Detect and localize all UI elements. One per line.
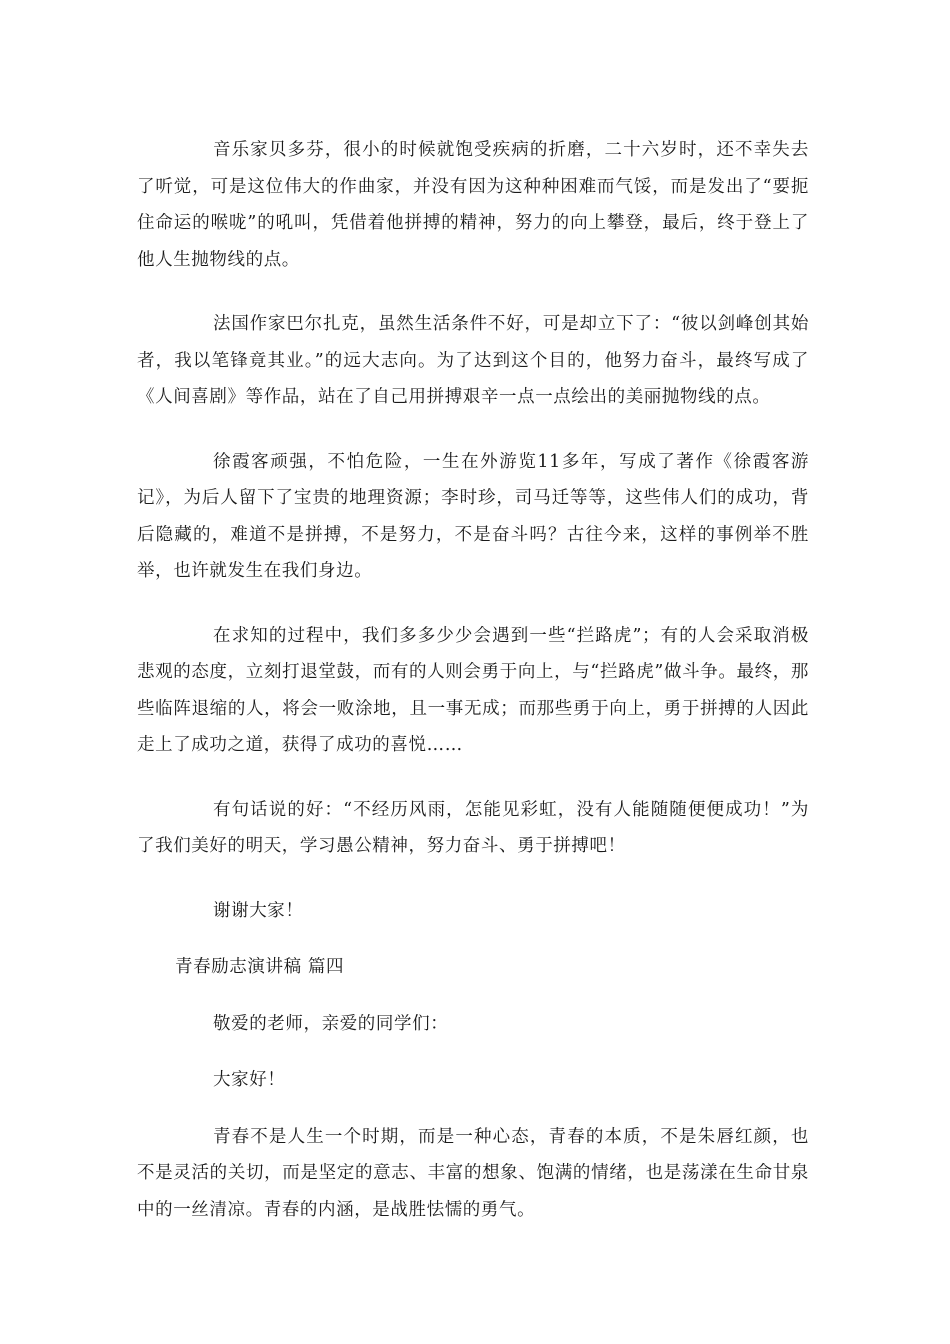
paragraph-xu-xiake: 徐霞客顽强，不怕危险，一生在外游览11多年，写成了著作《徐霞客游记》，为后人留下了宝贵的地理资源；李时珍，司马迁等等，这些伟人们的成功，背后隐藏的，难道不是拼搏，不是努力，不是奋斗吗？古往今来，这样的事例举不胜举，也许就发生在我们身边。 <box>137 451 809 581</box>
document-body <box>137 132 809 1256</box>
thanks-line: 谢谢大家！ <box>213 900 304 921</box>
paragraph-obstacles: 在求知的过程中，我们多多少少会遇到一些“拦路虎”；有的人会采取消极悲观的态度，立刻打退堂鼓，而有的人则会勇于向上，与“拦路虎”做斗争。最终，那些临阵退缩的人，将会一败涂地，且一事无成；而那些勇于向上，勇于拼搏的人因此走上了成功之道，获得了成功的喜悦…… <box>137 625 809 755</box>
hello-line: 大家好！ <box>213 1070 286 1090</box>
greeting-line: 敬爱的老师，亲爱的同学们： <box>213 1013 449 1034</box>
paragraph-beethoven: 音乐家贝多芬，很小的时候就饱受疾病的折磨，二十六岁时，还不幸失去了听觉，可是这位伟大的作曲家，并没有因为这种种困难而气馁，而是发出了“要扼住命运的喉咙”的吼叫，凭借着他拼搏的精神，努力的向上攀登，最后，终于登上了他人生抛物线的点。 <box>137 140 809 270</box>
paragraph-balzac: 法国作家巴尔扎克，虽然生活条件不好，可是却立下了：“彼以剑峰创其始者，我以笔锋竟其业。”的远大志向。为了达到这个目的，他努力奋斗，最终写成了《人间喜剧》等作品，站在了自己用拼搏艰辛一点一点绘出的美丽抛物线的点。 <box>137 314 809 407</box>
paragraph-youth: 青春不是人生一个时期，而是一种心态，青春的本质，不是朱唇红颜，也不是灵活的关切，而是坚定的意志、丰富的想象、饱满的情绪，也是荡漾在生命甘泉中的一丝清凉。青春的内涵，是战胜怯懦的勇气。 <box>137 1126 809 1220</box>
section-heading: 青春励志演讲稿 篇四 <box>175 957 345 977</box>
paragraph-rainbow-quote: 有句话说的好：“不经历风雨，怎能见彩虹，没有人能随随便便成功！”为了我们美好的明天，学习愚公精神，努力奋斗、勇于拼搏吧！ <box>137 799 809 856</box>
